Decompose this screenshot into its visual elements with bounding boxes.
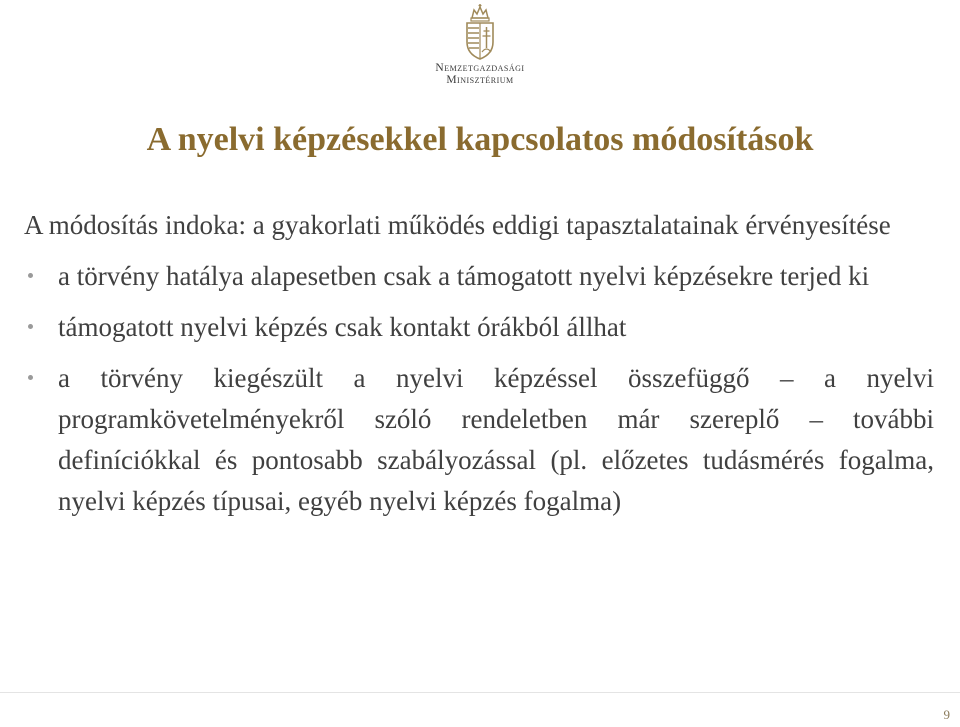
bullet-icon <box>28 375 33 380</box>
slide-content <box>24 205 934 532</box>
footer-divider <box>0 692 960 693</box>
bullet-text: támogatott nyelvi képzés csak kontakt órákból állhat <box>58 312 627 342</box>
slide-title: A nyelvi képzésekkel kapcsolatos módosítások <box>146 121 814 158</box>
bullet-text: a törvény kiegészült a nyelvi képzéssel összefüggő – a nyelvi programkövetelményekről szóló rendeletben már szereplő – további definíciókkal és pontosabb szabályozással (pl. előzetes tudásmérés fogalma, nyelvi képzés típusai, egyéb nyelvi képzés fogalma) <box>58 363 934 516</box>
bullet-list <box>24 256 934 522</box>
page-number: 9 <box>943 707 950 722</box>
logo-text-line1: Nemzetgazdasági <box>435 62 525 74</box>
ministry-logo <box>400 4 560 100</box>
bullet-icon <box>28 324 33 329</box>
bullet-icon <box>28 273 33 278</box>
intro-text: A módosítás indoka: a gyakorlati működés eddigi tapasztalatainak érvényesítése <box>24 210 891 240</box>
bullet-text: a törvény hatálya alapesetben csak a támogatott nyelvi képzésekre terjed ki <box>58 261 870 291</box>
bullet-item <box>24 307 934 348</box>
bullet-item <box>24 358 934 522</box>
bullet-item <box>24 256 934 297</box>
logo-text-line2: Minisztérium <box>446 74 514 86</box>
hungarian-coat-of-arms-icon <box>463 4 497 60</box>
